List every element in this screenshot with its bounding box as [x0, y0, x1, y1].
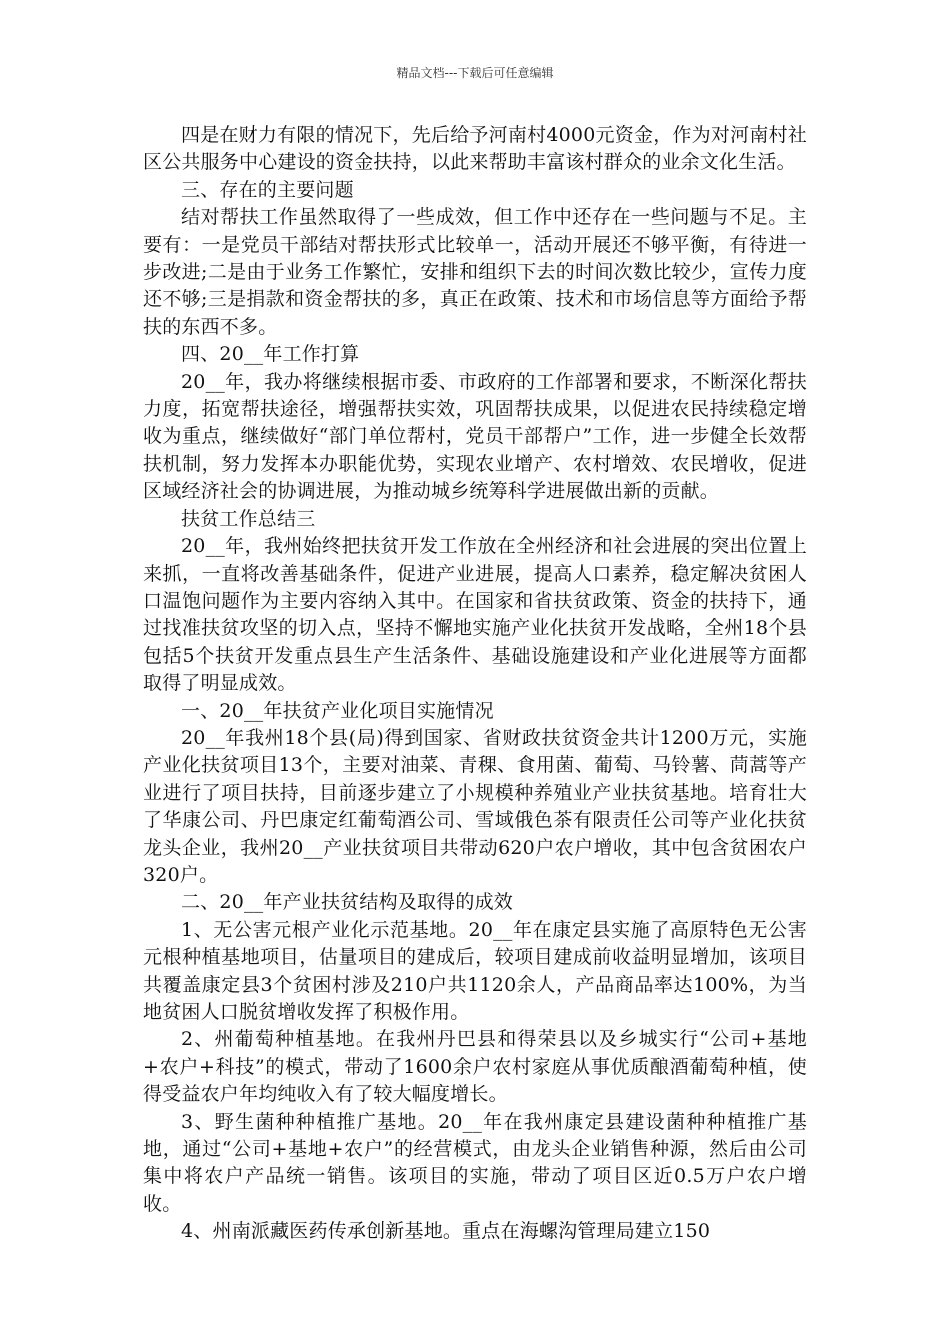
paragraph: 20__年，我州始终把扶贫开发工作放在全州经济和社会进展的突出位置上来抓，一直将改善基础条件，促进产业进展，提高人口素养，稳定解决贫困人口温饱问题作为主要内容纳入其中。在国家和省扶贫政策、资金的扶持下，通过找准扶贫攻坚的切入点，坚持不懈地实施产业化扶贫开发战略，全州18个县包括5个扶贫开发重点县生产生活条件、基础设施建设和产业化进展等方面都取得了明显成效。 [143, 535, 807, 695]
section-heading: 二、20__年产业扶贫结构及取得的成效 [181, 891, 513, 914]
section-heading: 三、存在的主要问题 [181, 178, 354, 201]
paragraph: 20__年，我办将继续根据市委、市政府的工作部署和要求，不断深化帮扶力度，拓宽帮扶途径，增强帮扶实效，巩固帮扶成果，以促进农民持续稳定增收为重点，继续做好“部门单位帮村，党员干部帮户”工作，进一步健全长效帮扶机制，努力发挥本办职能优势，实现农业增产、农村增效、农民增收，促进区域经济社会的协调进展，为推动城乡统筹科学进展做出新的贡献。 [143, 370, 807, 503]
document-body [143, 122, 807, 1246]
list-item: 1、无公害元根产业化示范基地。20__年在康定县实施了高原特色无公害元根种植基地项目，估量项目的建成后，较项目建成前收益明显增加，该项目共覆盖康定县3个贫困村涉及210户共1120余人，产品商品率达100%，为当地贫困人口脱贫增收发挥了积极作用。 [143, 918, 807, 1023]
section-heading: 一、20__年扶贫产业化项目实施情况 [181, 699, 494, 722]
section-heading: 四、20__年工作打算 [181, 343, 360, 366]
list-item: 4、州南派藏医药传承创新基地。重点在海螺沟管理局建立150 [181, 1220, 711, 1243]
list-item: 3、野生菌种种植推广基地。20__年在我州康定县建设菌种种植推广基地，通过“公司+基地+农户”的经营模式，由龙头企业销售种源，然后由公司集中将农户产品统一销售。该项目的实施，带动了项目区近0.5万户农户增收。 [143, 1110, 807, 1215]
page-header: 精品文档---下载后可任意编辑 [396, 66, 554, 80]
paragraph: 四是在财力有限的情况下，先后给予河南村4000元资金，作为对河南村社区公共服务中心建设的资金扶持，以此来帮助丰富该村群众的业余文化生活。 [143, 124, 807, 174]
paragraph: 结对帮扶工作虽然取得了一些成效，但工作中还存在一些问题与不足。主要有：一是党员干部结对帮扶形式比较单一，活动开展还不够平衡，有待进一步改进;二是由于业务工作繁忙，安排和组织下去的时间次数比较少，宣传力度还不够;三是捐款和资金帮扶的多，真正在政策、技术和市场信息等方面给予帮扶的东西不多。 [143, 206, 807, 338]
document-title: 扶贫工作总结三 [181, 507, 316, 530]
list-item: 2、州葡萄种植基地。在我州丹巴县和得荣县以及乡城实行“公司+基地+农户+科技”的模式，带动了1600余户农村家庭从事优质酿酒葡萄种植，使得受益农户年均纯收入有了较大幅度增长。 [143, 1028, 807, 1106]
paragraph: 20__年我州18个县(局)得到国家、省财政扶贫资金共计1200万元，实施产业化扶贫项目13个，主要对油菜、青稞、食用菌、葡萄、马铃薯、茼蒿等产业进行了项目扶持，目前逐步建立了小规模种养殖业产业扶贫基地。培育壮大了华康公司、丹巴康定红葡萄酒公司、雪域俄色茶有限责任公司等产业化扶贫龙头企业，我州20__产业扶贫项目共带动620户农户增收，其中包含贫困农户320户。 [143, 726, 807, 886]
